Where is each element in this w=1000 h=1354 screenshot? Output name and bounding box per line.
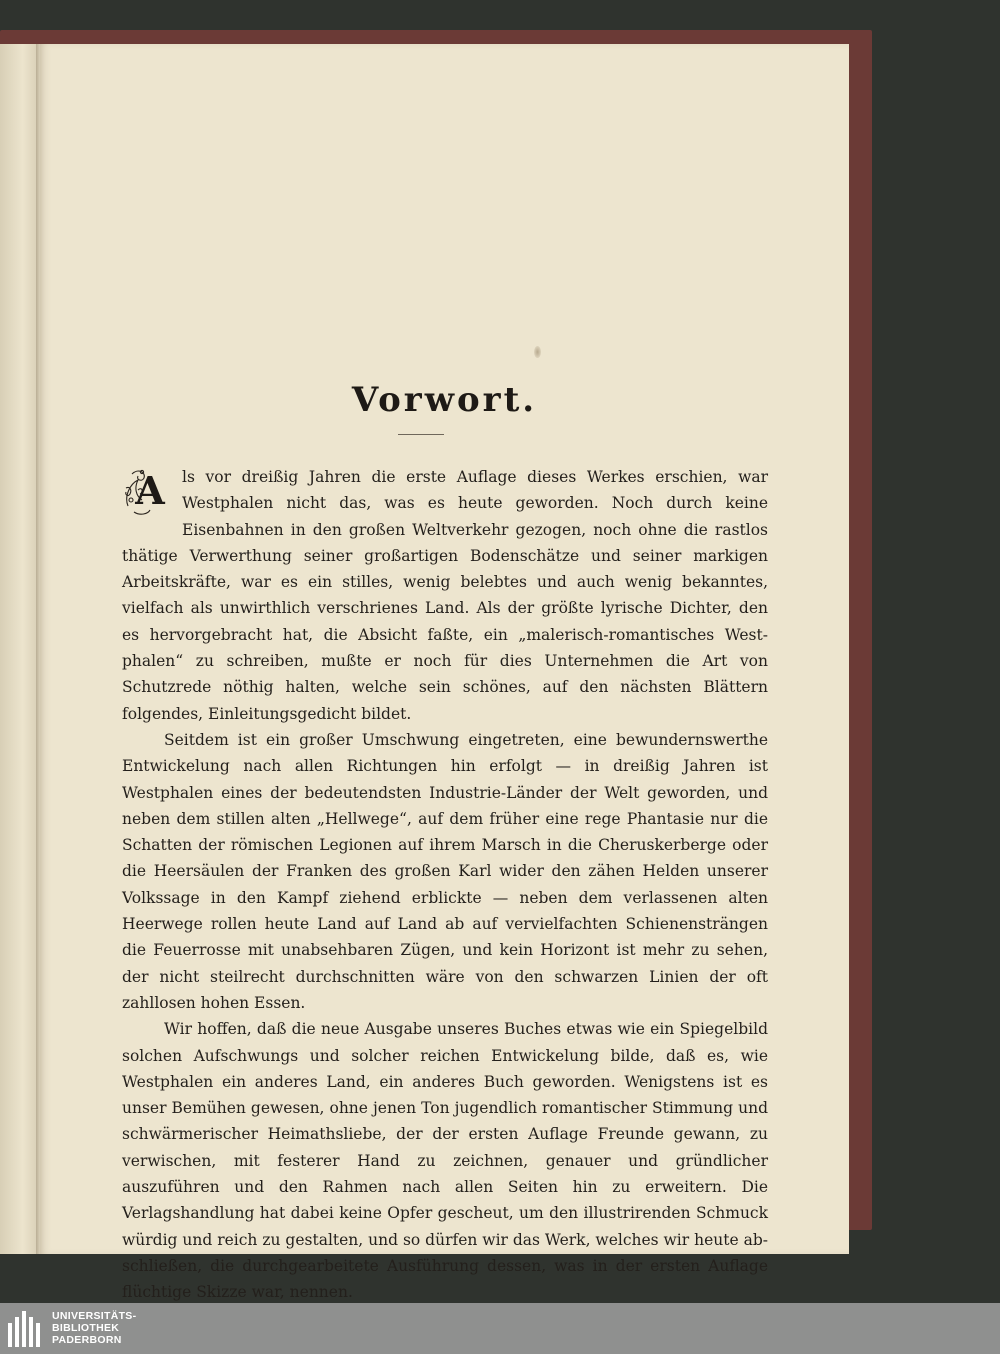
book-page <box>40 44 849 1302</box>
preface-text <box>122 464 768 1306</box>
logo-line-1: UNIVERSITÄTS- <box>52 1310 137 1322</box>
initial-letter: A <box>135 468 165 513</box>
left-page-edge <box>0 44 38 1254</box>
library-logo-text <box>52 1310 136 1346</box>
logo-line-2: BIBLIOTHEK <box>52 1322 120 1334</box>
paper-stain <box>534 346 541 358</box>
ornamental-initial-icon <box>122 466 178 518</box>
logo-line-3: PADERBORN <box>52 1334 122 1346</box>
library-footer <box>0 1303 1000 1354</box>
page-title: Vorwort. <box>351 380 538 420</box>
library-logo-icon <box>8 1311 46 1347</box>
paragraph-3: Wir hoffen, daß die neue Ausgabe unseres Buches etwas wie ein Spiegelbild solchen Aufschwungs und solcher reichen Entwickelung bilde, daß es, wie Westphalen ein anderes Land, ein anderes Buch geworden. Wenigstens ist es unser Bemühen gewesen, ohne jenen Ton jugendlich romantischer Stimmung und schwärmerischer Heimathsliebe, der der ersten Auflage Freunde gewann, zu verwischen, mit festerer Hand zu zeichnen, genauer und gründlicher auszuführen und den Rahmen nach allen Seiten hin zu erweitern. Die Verlagshandlung hat dabei keine Opfer gescheut, um den illustrirenden Schmuck würdig und reich zu gestalten, und so dürfen wir das Werk, welches wir heute abschließen, die durchgearbeitete Ausführung dessen, was in der ersten Auflage flüchtige Skizze war, nennen. <box>122 1020 768 1302</box>
title-rule <box>398 434 444 435</box>
paragraph-1-text: ls vor dreißig Jahren die erste Auflage dieses Werkes erschien, war Westphalen nicht das, was es heute geworden. Noch durch keine Eisenbahnen in den großen Weltverkehr gezogen, noch ohne die rastlos thätige Verwerthung seiner großartigen Bodenschätze und seiner markigen Arbeitskräfte, war es ein stilles, wenig belebtes und auch wenig bekanntes, vielfach als unwirthlich verschrienes Land. Als der größte lyrische Dichter, den es hervorgebracht hat, die Absicht faßte, ein „malerisch-romantisches Westphalen“ zu schreiben, mußte er noch für dies Unternehmen die Art von Schutzrede nöthig halten, welche sein schönes, auf den nächsten Blättern folgendes, Einleitungsgedicht bildet. <box>122 468 768 723</box>
paragraph-2: Seitdem ist ein großer Umschwung eingetreten, eine bewundernswerthe Entwickelung nach allen Richtungen hin erfolgt — in dreißig Jahren ist Westphalen eines der bedeutendsten Industrie-Länder der Welt geworden, und neben dem stillen alten „Hellwege“, auf dem früher eine rege Phantasie nur die Schatten der römischen Legionen auf ihrem Marsch in die Cheruskerberge oder die Heersäulen der Franken des großen Karl wider den zähen Helden unserer Volkssage in den Kampf ziehend erblickte — neben dem verlassenen alten Heerwege rollen heute Land auf Land ab auf vervielfachten Schienensträngen die Feuerrosse mit unabsehbaren Zügen, und kein Horizont ist mehr zu sehen, der nicht steilrecht durchschnitten wäre von den schwarzen Linien der oft zahllosen hohen Essen. <box>122 730 768 1012</box>
paragraph-1 <box>122 464 768 727</box>
